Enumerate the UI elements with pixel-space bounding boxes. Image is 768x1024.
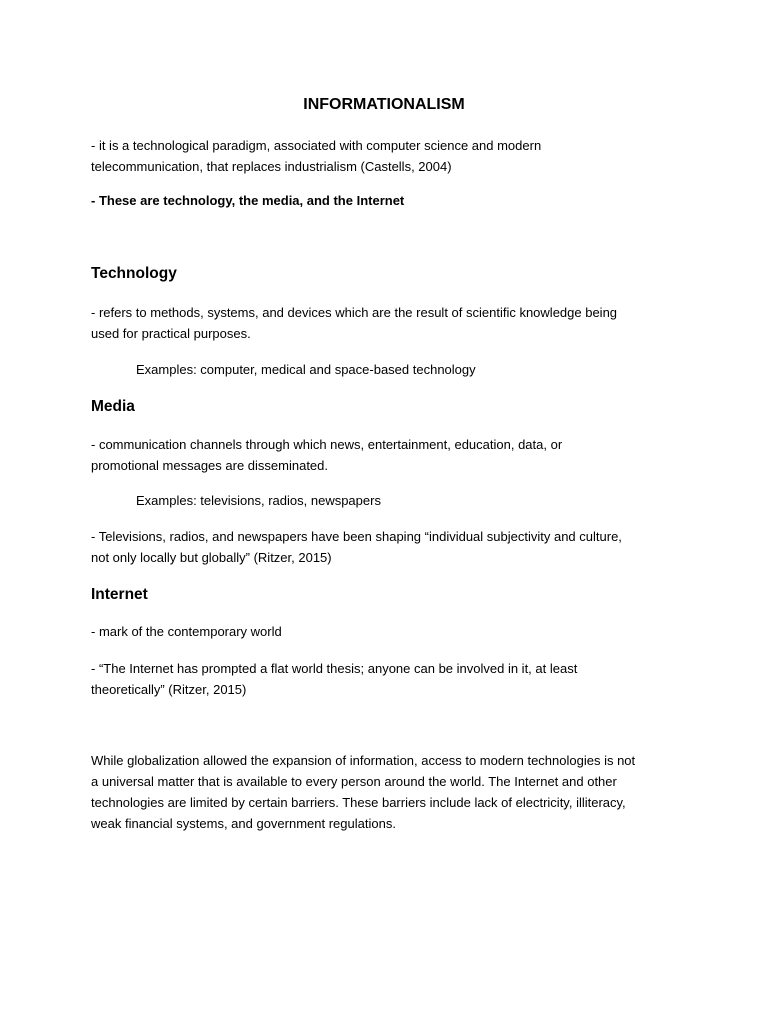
internet-quote-line-2: theoretically” (Ritzer, 2015) bbox=[91, 682, 247, 697]
internet-quote-line-1: - “The Internet has prompted a flat world thesis; anyone can be involved in it, at least bbox=[91, 661, 578, 676]
media-note-line-1: - Televisions, radios, and newspapers have been shaping “individual subjectivity and culture, bbox=[91, 529, 622, 544]
technology-definition-line-1: - refers to methods, systems, and devices which are the result of scientific knowledge being bbox=[91, 305, 618, 320]
conclusion-line-1: While globalization allowed the expansion of information, access to modern technologies is not bbox=[91, 753, 636, 768]
conclusion-line-3: technologies are limited by certain barriers. These barriers include lack of electricity, illiteracy, bbox=[91, 795, 626, 810]
technology-definition-line-2: used for practical purposes. bbox=[91, 326, 251, 341]
media-note-line-2: not only locally but globally” (Ritzer, 2015) bbox=[91, 550, 332, 565]
media-definition-line-1: - communication channels through which news, entertainment, education, data, or bbox=[91, 437, 563, 452]
technology-examples: Examples: computer, medical and space-based technology bbox=[136, 362, 476, 377]
conclusion-paragraph bbox=[91, 750, 681, 834]
media-note bbox=[91, 526, 681, 568]
document-title: INFORMATIONALISM bbox=[303, 96, 465, 113]
internet-heading: Internet bbox=[91, 586, 148, 603]
intro-bullet-1-line-2: telecommunication, that replaces industrialism (Castells, 2004) bbox=[91, 159, 452, 174]
media-definition bbox=[91, 434, 681, 476]
internet-quote bbox=[91, 658, 681, 700]
media-definition-line-2: promotional messages are disseminated. bbox=[91, 458, 329, 473]
technology-heading: Technology bbox=[91, 265, 177, 282]
media-examples: Examples: televisions, radios, newspapers bbox=[136, 493, 381, 508]
intro-bullet-2: - These are technology, the media, and the Internet bbox=[91, 193, 405, 208]
intro-bullet-1-line-1: - it is a technological paradigm, associated with computer science and modern bbox=[91, 138, 542, 153]
conclusion-line-4: weak financial systems, and government regulations. bbox=[91, 816, 396, 831]
media-heading: Media bbox=[91, 398, 135, 415]
conclusion-line-2: a universal matter that is available to every person around the world. The Internet and other bbox=[91, 774, 617, 789]
technology-definition bbox=[91, 302, 681, 344]
internet-bullet-1: - mark of the contemporary world bbox=[91, 624, 282, 639]
intro-bullet-1 bbox=[91, 135, 681, 177]
